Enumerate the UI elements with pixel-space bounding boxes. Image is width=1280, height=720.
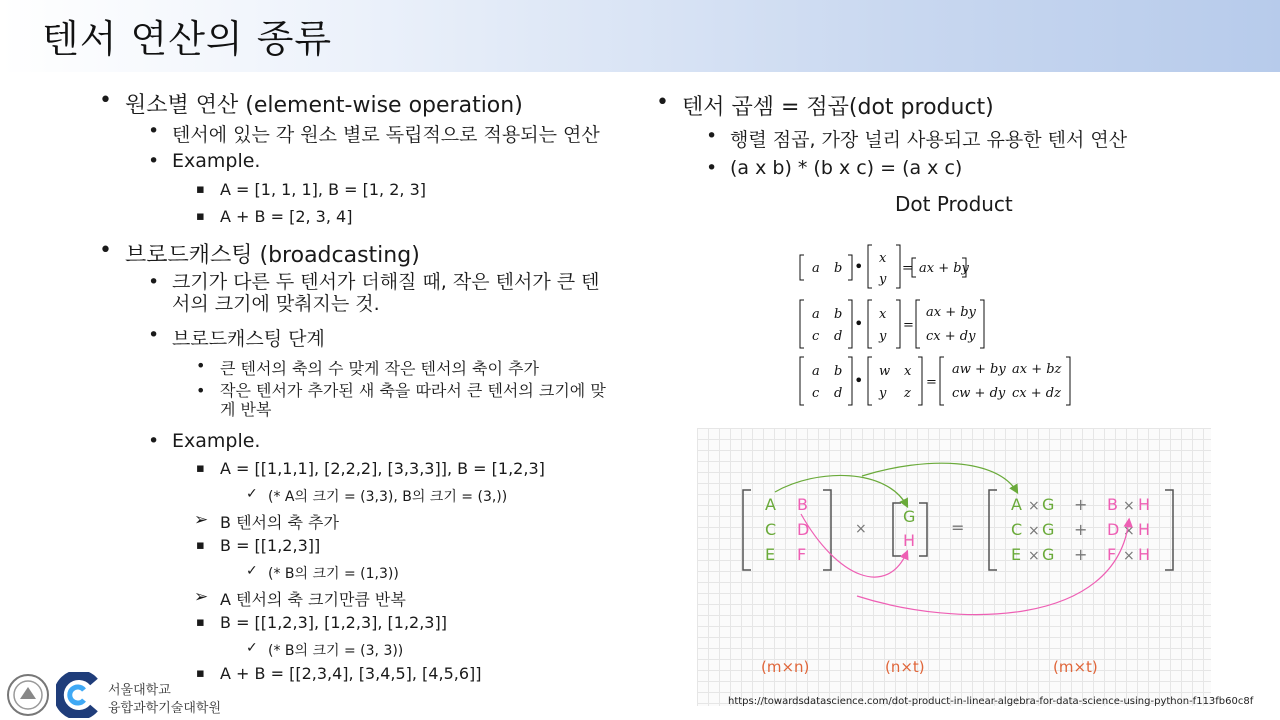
bullet-dot-product-desc: • 행렬 점곱, 가장 널리 사용되고 유용한 텐서 연산 (730, 125, 1127, 152)
svg-text:+: + (1074, 545, 1088, 564)
elementwise-example-2: ▪ A + B = [2, 3, 4] (220, 207, 352, 226)
m3-b: b (834, 364, 843, 379)
broadcasting-example-1-note: ✓ (* A의 크기 = (3,3), B의 크기 = (3,)) (268, 486, 507, 506)
svg-text:•: • (854, 257, 864, 276)
m3-result-4: cx + dz (1012, 386, 1061, 401)
m3-result-3: cw + dy (952, 386, 1006, 401)
logo-text-line-1: 서울대학교 (108, 683, 171, 698)
diag-arrow-pink-1 (801, 514, 907, 577)
m1-result: ax + by (919, 261, 969, 276)
diag-dim-1: (m×n) (761, 658, 810, 676)
m2-c: c (812, 329, 820, 344)
svg-text:E: E (1011, 545, 1022, 564)
svg-text:=: = (903, 318, 914, 333)
diag-times: × (855, 521, 867, 537)
svg-text:×: × (1028, 498, 1040, 514)
svg-text:+: + (1074, 520, 1088, 539)
broadcasting-example-4: ▪ A + B = [[2,3,4], [3,4,5], [4,5,6]] (220, 664, 482, 683)
bullet-elementwise-example: • Example. (172, 150, 260, 172)
broadcasting-example-2: ▪ B = [[1,2,3]] (220, 536, 320, 555)
m3-d: d (834, 386, 843, 401)
m3-c: c (812, 386, 820, 401)
broadcasting-example-1: ▪ A = [[1,1,1], [2,2,2], [3,3,3]], B = [1,2,3] (220, 459, 545, 478)
snu-emblem-icon (6, 673, 50, 717)
m2-result-1: ax + by (926, 305, 976, 320)
svg-text:=: = (902, 261, 913, 276)
svg-text:×: × (1028, 523, 1040, 539)
svg-text:H: H (1138, 520, 1151, 539)
diag-equals: = (951, 518, 965, 537)
dot-product-diagram (697, 428, 1211, 706)
source-url: https://towardsdatascience.com/dot-product-in-linear-algebra-for-data-science-using-python-f113fb60c8f (728, 696, 1254, 707)
dot-product-label: Dot Product (895, 192, 1013, 216)
bullet-broadcasting-desc: • 크기가 다른 두 텐서가 더해질 때, 작은 텐서가 큰 텐서의 크기에 맞춰지는 것. (172, 271, 617, 315)
convergence-logo-icon (56, 672, 100, 718)
svg-text:×: × (1123, 523, 1135, 539)
m2-a: a (812, 307, 820, 322)
diag-arrow-green-1 (775, 475, 907, 506)
slide-title: 텐서 연산의 종류 (42, 17, 333, 61)
diag-m2-0: G (903, 507, 916, 526)
diag-m1-3: D (797, 520, 810, 539)
m2-d: d (834, 329, 843, 344)
broadcasting-example-3-note: ✓ (* B의 크기 = (3, 3)) (268, 640, 403, 660)
diag-m1-5: F (797, 545, 807, 564)
title-bar (0, 0, 1280, 72)
diag-dim-2: (n×t) (885, 658, 925, 676)
diag-dim-3: (m×t) (1053, 658, 1098, 676)
m3-result-1: aw + by (952, 362, 1006, 377)
m1-x: x (879, 251, 887, 266)
svg-text:=: = (926, 375, 937, 390)
svg-text:G: G (1042, 545, 1055, 564)
m1-y: y (879, 272, 887, 287)
svg-text:H: H (1138, 545, 1151, 564)
diag-m2-1: H (903, 531, 916, 550)
svg-text:+: + (1074, 495, 1088, 514)
bullet-elementwise-desc: • 텐서에 있는 각 원소 별로 독립적으로 적용되는 연산 (172, 120, 600, 147)
diag-result-row-2 (1011, 545, 1150, 564)
svg-text:G: G (1042, 520, 1055, 539)
diag-m1-4: E (765, 545, 776, 564)
svg-text:D: D (1107, 520, 1120, 539)
logo-text-line-2: 융합과학기술대학원 (108, 701, 222, 716)
broadcasting-step-2: • 작은 텐서가 추가된 새 축을 따라서 큰 텐서의 크기에 맞게 반복 (220, 381, 620, 419)
m3-result-2: ax + bz (1012, 362, 1062, 377)
m2-y: y (879, 329, 887, 344)
broadcasting-arrow-2: ➢ A 텐서의 축 크기만큼 반복 (220, 587, 406, 610)
m3-y: y (879, 386, 887, 401)
m3-w: w (879, 364, 891, 379)
m3-z: z (904, 386, 911, 401)
dot-product-formulas (790, 240, 1090, 410)
svg-text:C: C (1011, 520, 1023, 539)
broadcasting-step-1: • 큰 텐서의 축의 수 맞게 작은 텐서의 축이 추가 (220, 356, 539, 379)
m2-b: b (834, 307, 843, 322)
diag-m1-2: C (765, 520, 777, 539)
svg-text:×: × (1123, 548, 1135, 564)
bullet-dot-product: • 텐서 곱셈 = 점곱(dot product) (682, 90, 994, 121)
svg-text:F: F (1107, 545, 1117, 564)
bullet-broadcasting-steps: • 브로드캐스팅 단계 (172, 324, 325, 351)
svg-text:B: B (1107, 495, 1118, 514)
elementwise-example-1: ▪ A = [1, 1, 1], B = [1, 2, 3] (220, 180, 426, 199)
svg-text:×: × (1028, 548, 1040, 564)
bullet-broadcasting-example: • Example. (172, 430, 260, 452)
m2-x: x (879, 307, 887, 322)
svg-text:G: G (1042, 495, 1055, 514)
broadcasting-example-3: ▪ B = [[1,2,3], [1,2,3], [1,2,3]] (220, 613, 447, 632)
m2-result-2: cx + dy (926, 329, 976, 344)
m1-b: b (834, 261, 843, 276)
svg-text:•: • (854, 314, 864, 333)
bullet-dot-product-shape: • (a x b) * (b x c) = (a x c) (730, 157, 962, 179)
svg-text:×: × (1123, 498, 1135, 514)
diag-m1-1: B (797, 495, 808, 514)
m3-x: x (904, 364, 912, 379)
svg-text:A: A (1011, 495, 1022, 514)
bullet-elementwise: • 원소별 연산 (element-wise operation) (125, 88, 523, 119)
svg-text:•: • (854, 371, 864, 390)
broadcasting-arrow-1: ➢ B 텐서의 축 추가 (220, 510, 339, 533)
m3-a: a (812, 364, 820, 379)
m1-a: a (812, 261, 820, 276)
svg-text:H: H (1138, 495, 1151, 514)
broadcasting-example-2-note: ✓ (* B의 크기 = (1,3)) (268, 563, 399, 583)
diag-m1-0: A (765, 495, 776, 514)
bullet-broadcasting: • 브로드캐스팅 (broadcasting) (125, 238, 420, 269)
diag-result-row-0 (1011, 495, 1150, 514)
diag-arrow-green-2 (862, 463, 1017, 492)
